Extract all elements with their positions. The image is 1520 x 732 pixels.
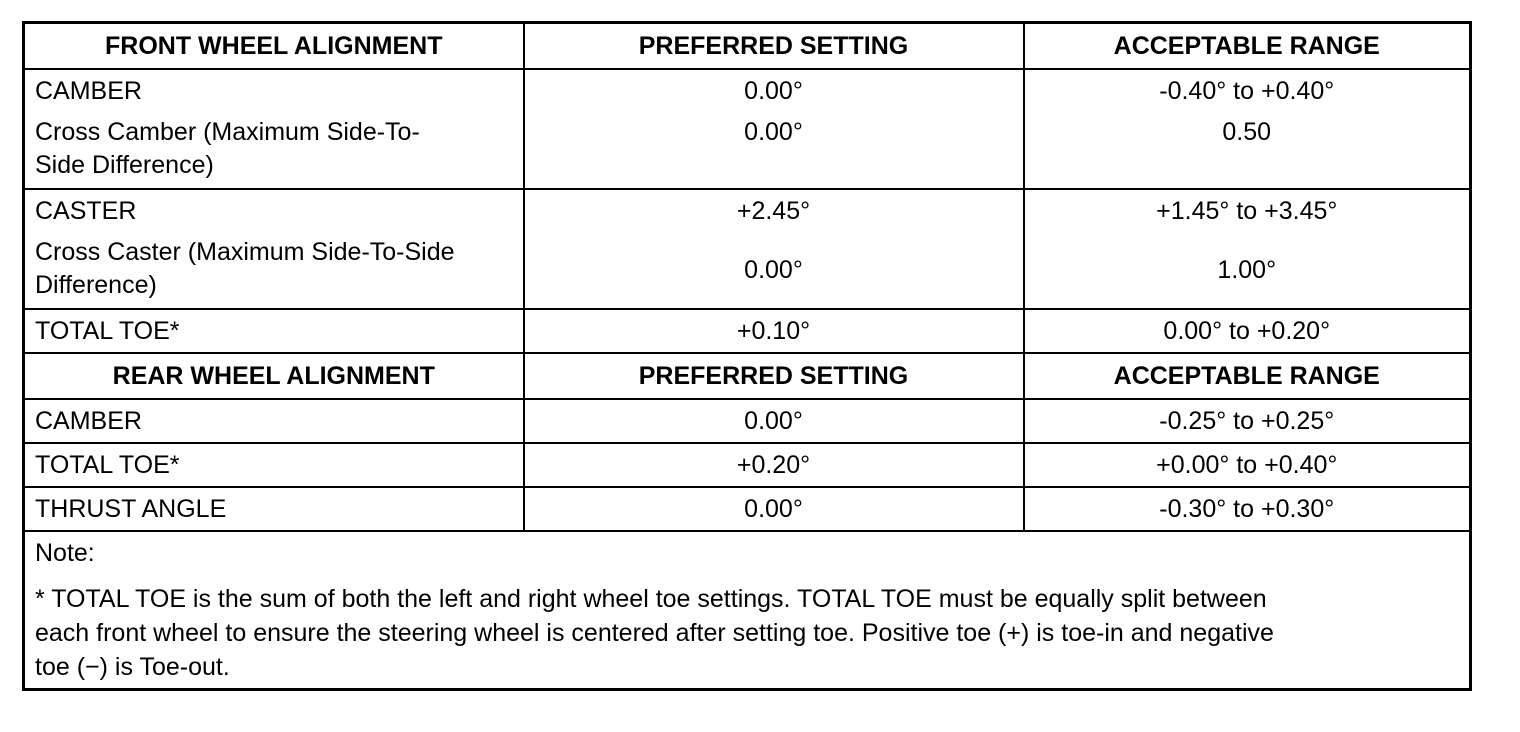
table-row	[24, 399, 1471, 443]
table-row	[24, 232, 1471, 309]
table-row	[24, 112, 1471, 189]
row-label: TOTAL TOE*	[24, 443, 524, 487]
row-range: 0.00° to +0.20°	[1024, 309, 1471, 353]
row-range: +0.00° to +0.40°	[1024, 443, 1471, 487]
row-range: 0.50	[1024, 112, 1471, 189]
row-label	[24, 232, 524, 309]
row-label-line: Side Difference)	[35, 151, 214, 179]
table-row	[24, 309, 1471, 353]
row-preferred: 0.00°	[524, 232, 1024, 309]
rear-header-preferred: PREFERRED SETTING	[524, 353, 1024, 399]
table-row	[24, 487, 1471, 531]
row-label-line: Cross Camber (Maximum Side-To-	[35, 118, 420, 146]
row-preferred: 0.00°	[524, 487, 1024, 531]
row-label-line: Difference)	[35, 271, 157, 299]
row-preferred: +2.45°	[524, 189, 1024, 232]
note-cell	[24, 531, 1471, 690]
row-label: CAMBER	[35, 76, 142, 105]
row-preferred: 0.00°	[524, 112, 1024, 189]
note-row	[24, 531, 1471, 690]
table-row	[24, 189, 1471, 232]
row-label: CASTER	[35, 196, 137, 225]
note-line: each front wheel to ensure the steering wheel is centered after setting toe. Positive toe (+) is toe-in and negative	[35, 619, 1274, 647]
rear-header-range: ACCEPTABLE RANGE	[1024, 353, 1471, 399]
note-line: * TOTAL TOE is the sum of both the left and right wheel toe settings. TOTAL TOE must be equally split between	[35, 585, 1267, 613]
row-range: -0.25° to +0.25°	[1024, 399, 1471, 443]
note-text	[35, 582, 1459, 684]
row-label: THRUST ANGLE	[24, 487, 524, 531]
row-range: -0.40° to +0.40°	[1024, 69, 1471, 112]
front-header-alignment: FRONT WHEEL ALIGNMENT	[24, 23, 524, 70]
row-label-line: Cross Caster (Maximum Side-To-Side	[35, 238, 455, 266]
row-label: CAMBER	[24, 399, 524, 443]
table-row	[24, 443, 1471, 487]
rear-header-alignment: REAR WHEEL ALIGNMENT	[24, 353, 524, 399]
front-header-range: ACCEPTABLE RANGE	[1024, 23, 1471, 70]
row-range: -0.30° to +0.30°	[1024, 487, 1471, 531]
row-range: +1.45° to +3.45°	[1024, 189, 1471, 232]
wheel-alignment-spec-table	[22, 21, 1472, 691]
row-preferred: +0.20°	[524, 443, 1024, 487]
note-line: toe (−) is Toe-out.	[35, 653, 230, 681]
table-row	[24, 69, 1471, 112]
front-header-preferred: PREFERRED SETTING	[524, 23, 1024, 70]
row-preferred: 0.00°	[524, 399, 1024, 443]
front-header-row	[24, 23, 1471, 70]
rear-header-row	[24, 353, 1471, 399]
note-title: Note:	[35, 539, 95, 567]
row-preferred: 0.00°	[524, 69, 1024, 112]
row-label: TOTAL TOE*	[35, 316, 180, 345]
row-label	[24, 112, 524, 189]
row-preferred: +0.10°	[524, 309, 1024, 353]
row-range: 1.00°	[1024, 232, 1471, 309]
